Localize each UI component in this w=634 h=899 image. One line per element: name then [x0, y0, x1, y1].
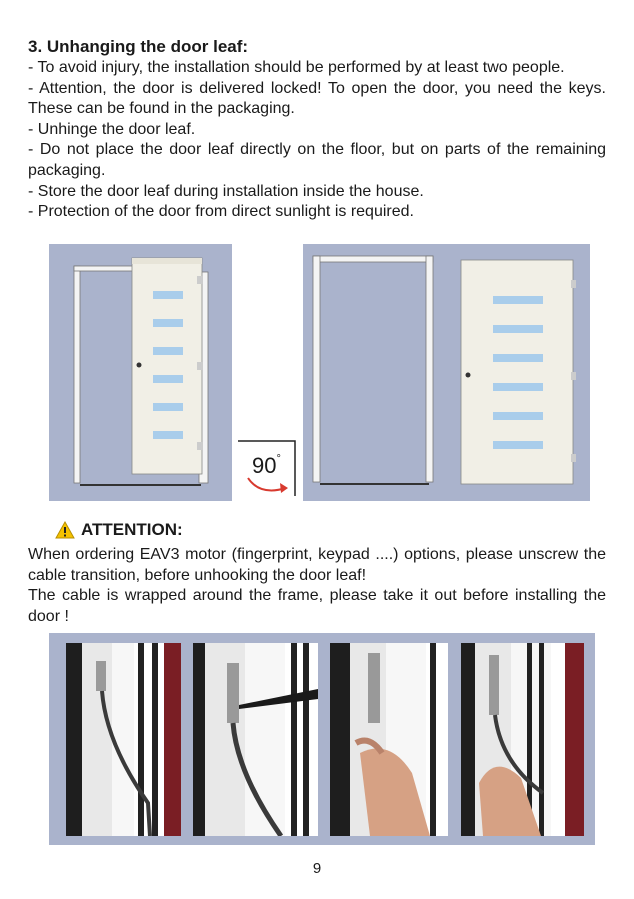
instruction-line: - Attention, the door is delivered locked! To open the door, you need the keys. These can be found in the packaging. — [28, 79, 606, 118]
rotation-indicator — [238, 438, 296, 498]
frame-and-leaf-drawing — [303, 244, 590, 501]
instruction-line: - Unhinge the door leaf. — [28, 120, 196, 138]
instruction-line: - Store the door leaf during installation inside the house. — [28, 182, 424, 200]
instructions — [28, 58, 606, 223]
page-number: 9 — [312, 860, 322, 877]
instruction-line: - To avoid injury, the installation should be performed by at least two people. — [28, 59, 565, 76]
cable-removal-photo-strip — [49, 633, 595, 845]
attention-line: When ordering EAV3 motor (fingerprint, keypad ....) options, please unscrew the cable transition, before unhooking the door leaf! — [28, 546, 606, 584]
photo-step-4 — [461, 643, 584, 836]
door-leaf-removed-illustration — [303, 244, 590, 501]
instruction-line: - Protection of the door from direct sunlight is required. — [28, 203, 414, 221]
attention-heading — [55, 520, 183, 540]
door-in-frame-illustration — [49, 244, 232, 501]
attention-line: The cable is wrapped around the frame, please take it out before installing the door ! — [28, 587, 606, 625]
section-heading: 3. Unhanging the door leaf: — [28, 37, 249, 56]
door-frame-drawing — [49, 244, 232, 501]
warning-triangle-icon — [55, 521, 75, 539]
photo-step-2 — [193, 643, 318, 836]
photo-step-3 — [330, 643, 448, 836]
photo-step-1 — [66, 643, 181, 836]
instruction-line: - Do not place the door leaf directly on the floor, but on parts of the remaining packaging. — [28, 141, 606, 179]
rotation-label: 90° — [252, 453, 281, 478]
attention-text — [28, 545, 606, 627]
attention-title: ATTENTION: — [81, 520, 183, 539]
